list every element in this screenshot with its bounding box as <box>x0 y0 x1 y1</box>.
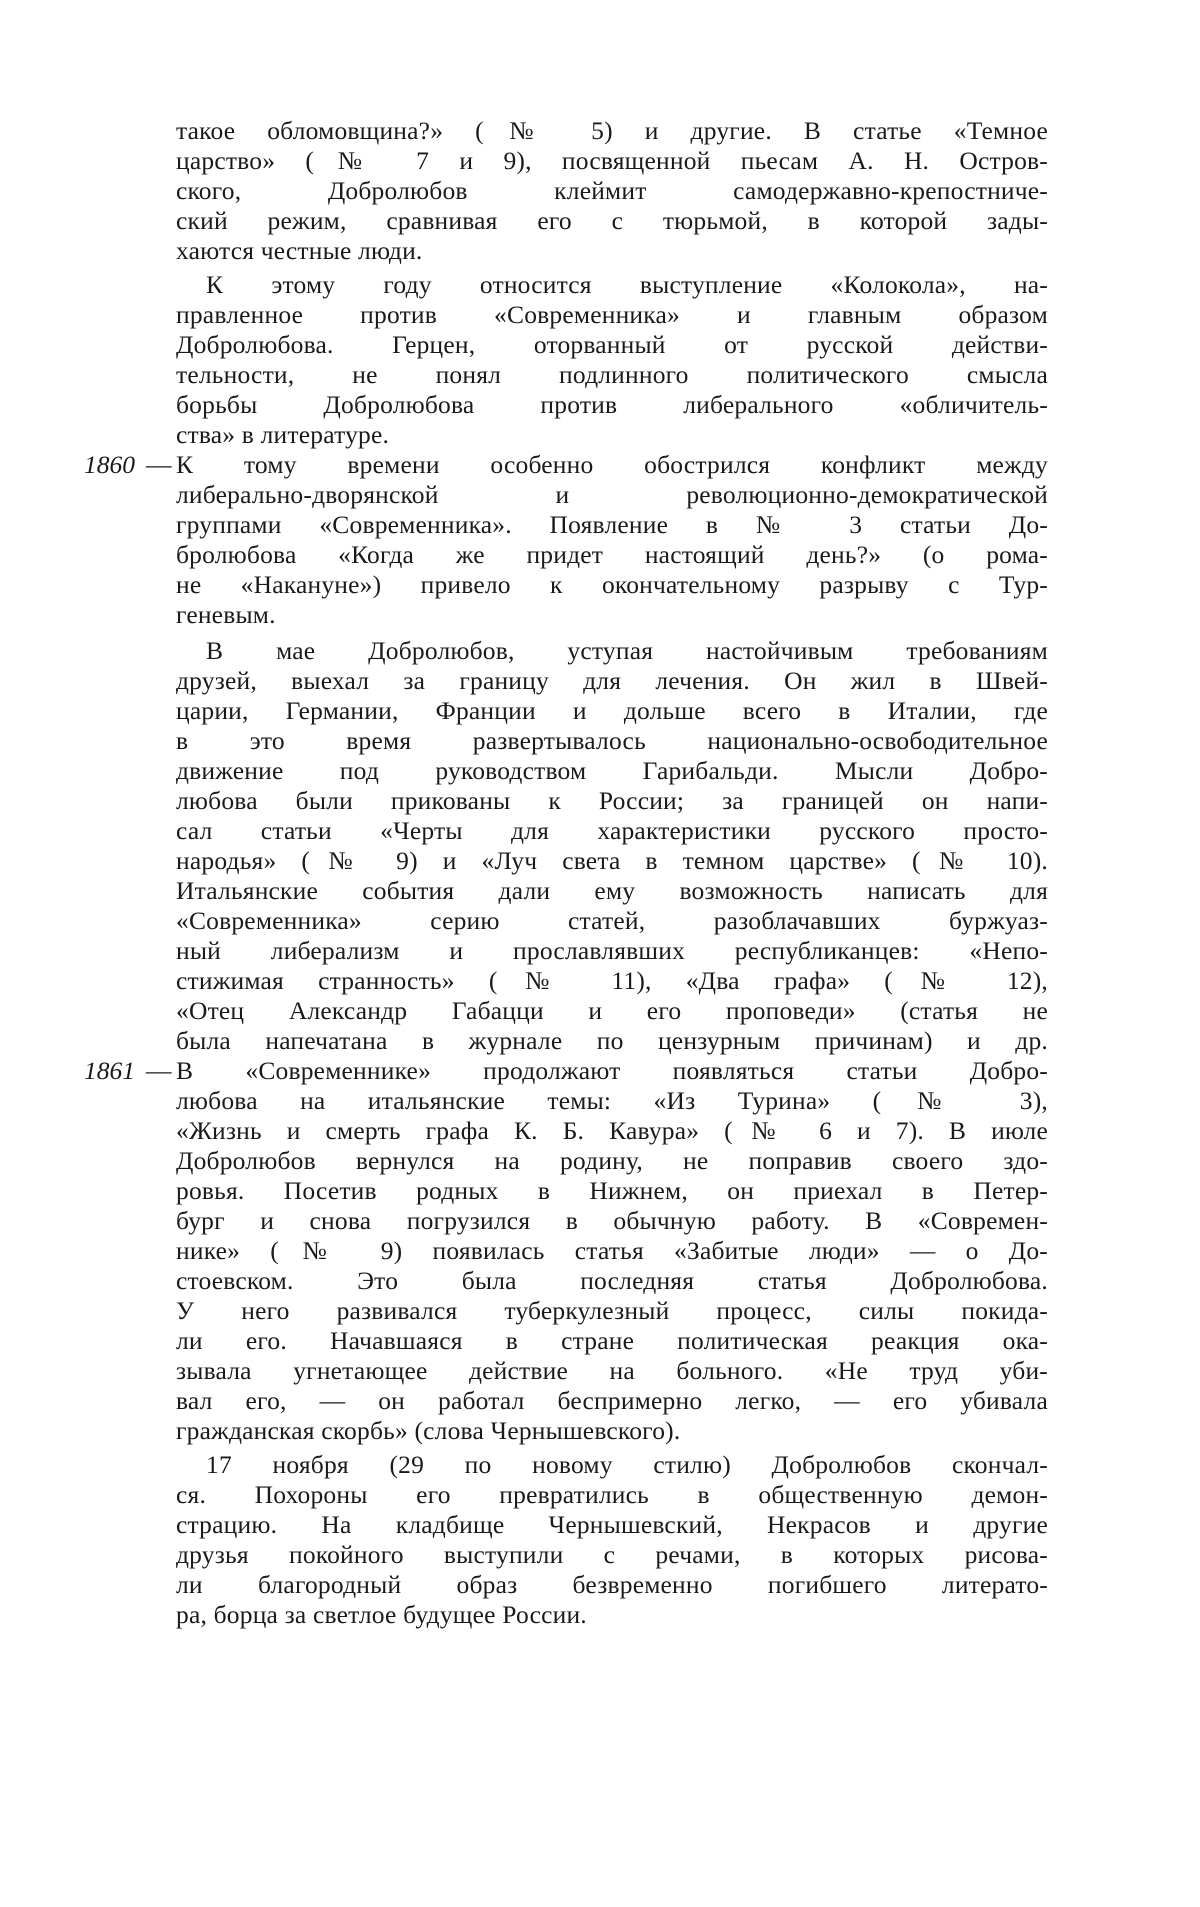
text-line: ский режим, сравнивая его с тюрьмой, в которой зады- <box>176 206 1048 236</box>
text-line: бролюбова «Когда же придет настоящий день?» (о рома- <box>176 540 1048 570</box>
text-line: ра, борца за светлое будущее России. <box>176 1600 1048 1630</box>
text-line: К тому времени особенно обострился конфликт между <box>176 450 1048 480</box>
text-line: вал его, — он работал беспримерно легко, — его убивала <box>176 1386 1048 1416</box>
text-line: стоевском. Это была последняя статья Добролюбова. <box>176 1266 1048 1296</box>
text-line: нике» (№ 9) появилась статья «Забитые люди» — о До- <box>176 1236 1048 1266</box>
text-line: «Жизнь и смерть графа К. Б. Кавура» (№ 6 и 7). В июле <box>176 1116 1048 1146</box>
text-line: стижимая странность» (№ 11), «Два графа» (№ 12), <box>176 966 1048 996</box>
text-line: В мае Добролюбов, уступая настойчивым требованиям <box>176 636 1048 666</box>
text-line: ровья. Посетив родных в Нижнем, он приехал в Петер- <box>176 1176 1048 1206</box>
year-dash: — <box>146 1056 172 1086</box>
text-line: зывала угнетающее действие на больного. «Не труд уби- <box>176 1356 1048 1386</box>
text-line: «Современника» серию статей, разоблачавших буржуаз- <box>176 906 1048 936</box>
text-line: 17 ноября (29 по новому стилю) Добролюбов скончал- <box>176 1450 1048 1480</box>
text-line: ского, Добролюбов клеймит самодержавно-крепостниче- <box>176 176 1048 206</box>
text-line: любова были прикованы к России; за границей он напи- <box>176 786 1048 816</box>
text-line: У него развивался туберкулезный процесс, силы покида- <box>176 1296 1048 1326</box>
text-line: В «Современнике» продолжают появляться статьи Добро- <box>176 1056 1048 1086</box>
text-line: такое обломовщина?» (№ 5) и другие. В статье «Темное <box>176 116 1048 146</box>
text-line: любова на итальянские темы: «Из Турина» (№ 3), <box>176 1086 1048 1116</box>
text-line: бург и снова погрузился в обычную работу. В «Современ- <box>176 1206 1048 1236</box>
text-line: ства» в литературе. <box>176 420 1048 450</box>
text-line: страцию. На кладбище Чернышевский, Некрасов и другие <box>176 1510 1048 1540</box>
text-line: «Отец Александр Габацци и его проповеди» (статья не <box>176 996 1048 1026</box>
text-line: была напечатана в журнале по цензурным причинам) и др. <box>176 1026 1048 1056</box>
text-line: группами «Современника». Появление в № 3 статьи До- <box>176 510 1048 540</box>
book-page <box>0 0 1200 1907</box>
text-line: тельности, не понял подлинного политического смысла <box>176 360 1048 390</box>
text-line: друзей, выехал за границу для лечения. Он жил в Швей- <box>176 666 1048 696</box>
text-line: царство» (№ 7 и 9), посвященной пьесам А. Н. Остров- <box>176 146 1048 176</box>
text-line: в это время развертывалось национально-освободительное <box>176 726 1048 756</box>
text-line: ся. Похороны его превратились в общественную демон- <box>176 1480 1048 1510</box>
text-line: друзья покойного выступили с речами, в которых рисова- <box>176 1540 1048 1570</box>
text-line: не «Накануне») привело к окончательному разрыву с Тур- <box>176 570 1048 600</box>
text-line: сал статьи «Черты для характеристики русского просто- <box>176 816 1048 846</box>
text-line: Добролюбова. Герцен, оторванный от русской действи- <box>176 330 1048 360</box>
text-line: борьбы Добролюбова против либерального «обличитель- <box>176 390 1048 420</box>
text-line: народья» (№ 9) и «Луч света в темном царстве» (№ 10). <box>176 846 1048 876</box>
text-line: хаются честные люди. <box>176 236 1048 266</box>
text-line: Добролюбов вернулся на родину, не поправив своего здо- <box>176 1146 1048 1176</box>
year-label-1861: 1861 <box>84 1056 135 1086</box>
text-line: движение под руководством Гарибальди. Мысли Добро- <box>176 756 1048 786</box>
text-line: ный либерализм и прославлявших республиканцев: «Непо- <box>176 936 1048 966</box>
text-line: ли благородный образ безвременно погибшего литерато- <box>176 1570 1048 1600</box>
text-line: К этому году относится выступление «Колокола», на- <box>176 270 1048 300</box>
text-line: либерально-дворянской и революционно-демократической <box>176 480 1048 510</box>
year-label-1860: 1860 <box>84 450 135 480</box>
text-line: правленное против «Современника» и главным образом <box>176 300 1048 330</box>
year-dash: — <box>146 450 172 480</box>
text-line: царии, Германии, Франции и дольше всего в Италии, где <box>176 696 1048 726</box>
text-line: ли его. Начавшаяся в стране политическая реакция ока- <box>176 1326 1048 1356</box>
text-line: гражданская скорбь» (слова Чернышевского). <box>176 1416 1048 1446</box>
text-line: Итальянские события дали ему возможность написать для <box>176 876 1048 906</box>
text-line: геневым. <box>176 600 1048 630</box>
